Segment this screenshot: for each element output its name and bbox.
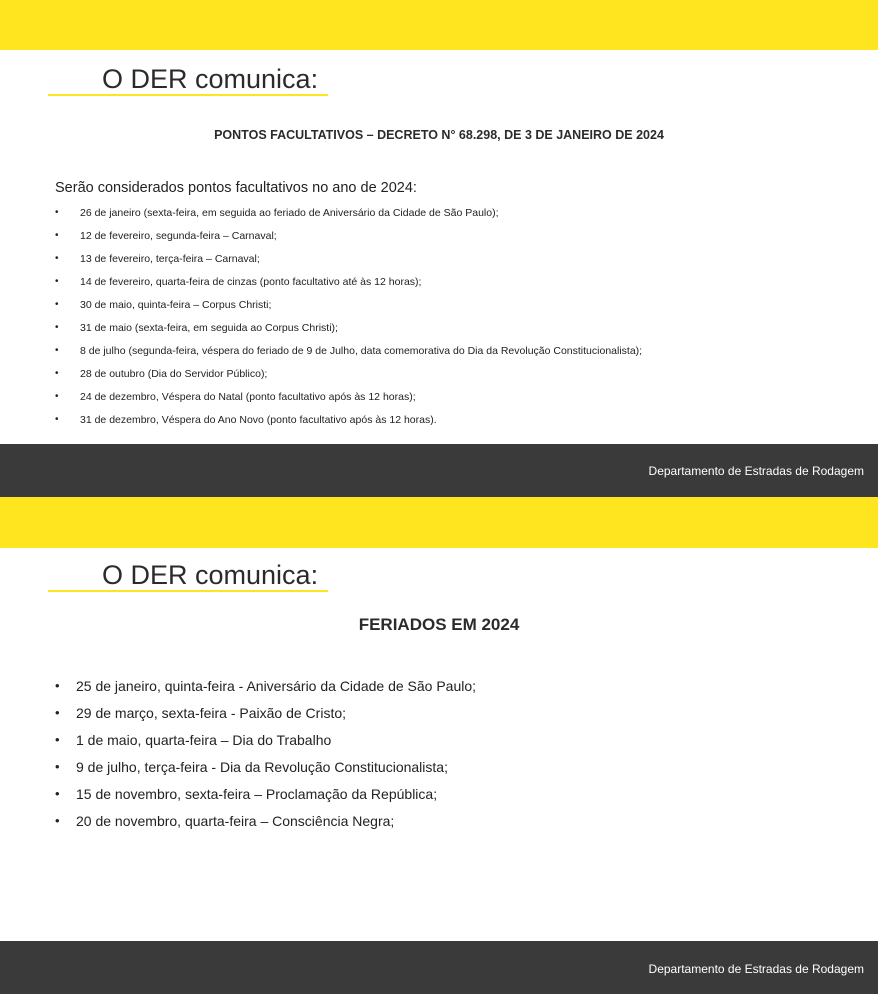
slide-title: O DER comunica: [102, 560, 319, 590]
list-item [55, 730, 855, 757]
list-item-text: 1 de maio, quarta-feira – Dia do Trabalho [76, 732, 332, 748]
bullet-icon: • [55, 786, 60, 801]
slide-feriados [0, 497, 878, 994]
list-item-text: 28 de outubro (Dia do Servidor Público); [80, 368, 268, 380]
footer-text: Departamento de Estradas de Rodagem [648, 962, 864, 976]
feriados-list [55, 676, 855, 838]
intro-text: Serão considerados pontos facultativos no ano de 2024: [55, 180, 417, 196]
list-item [55, 757, 855, 784]
footer-text: Departamento de Estradas de Rodagem [648, 464, 864, 478]
bullet-icon: • [55, 299, 59, 310]
bullet-icon: • [55, 732, 60, 747]
title-underline [48, 94, 328, 96]
list-item [55, 703, 855, 730]
list-item [55, 676, 855, 703]
list-item [55, 811, 855, 838]
bullet-icon: • [55, 705, 60, 720]
bullet-icon: • [55, 414, 59, 425]
list-item-text: 8 de julho (segunda-feira, véspera do feriado de 9 de Julho, data comemorativa do Dia da Revolução Constitucionalista); [80, 345, 643, 357]
list-item-text: 15 de novembro, sexta-feira – Proclamação da República; [76, 786, 438, 802]
bullet-icon: • [55, 368, 59, 379]
header-band [0, 0, 878, 50]
list-item-text: 12 de fevereiro, segunda-feira – Carnaval; [80, 230, 277, 242]
list-item-text: 29 de março, sexta-feira - Paixão de Cristo; [76, 705, 347, 721]
bullet-icon: • [55, 230, 59, 241]
title-block [48, 558, 328, 594]
bullet-icon: • [55, 345, 59, 356]
list-item-text: 14 de fevereiro, quarta-feira de cinzas (ponto facultativo até às 12 horas); [80, 276, 422, 288]
bullet-icon: • [55, 276, 59, 287]
list-item [55, 784, 855, 811]
list-item-text: 31 de maio (sexta-feira, em seguida ao Corpus Christi); [80, 322, 338, 334]
list-item-text: 20 de novembro, quarta-feira – Consciência Negra; [76, 813, 395, 829]
bullet-icon: • [55, 253, 59, 264]
slide-title: O DER comunica: [102, 64, 319, 94]
list-item [55, 297, 855, 320]
bullet-icon: • [55, 759, 60, 774]
footer-bar [0, 444, 878, 497]
list-item [55, 366, 855, 389]
bullet-icon: • [55, 207, 59, 218]
list-item [55, 412, 855, 435]
list-item-text: 26 de janeiro (sexta-feira, em seguida ao feriado de Aniversário da Cidade de São Paulo); [80, 207, 499, 219]
list-item [55, 251, 855, 274]
list-item-text: 13 de fevereiro, terça-feira – Carnaval; [80, 253, 260, 265]
bullet-icon: • [55, 391, 59, 402]
list-item-text: 24 de dezembro, Véspera do Natal (ponto facultativo após às 12 horas); [80, 391, 416, 403]
list-item-text: 31 de dezembro, Véspera do Ano Novo (ponto facultativo após às 12 horas). [80, 414, 437, 426]
bullet-icon: • [55, 678, 60, 693]
list-item [55, 389, 855, 412]
list-item-text: 9 de julho, terça-feira - Dia da Revolução Constitucionalista; [76, 759, 448, 775]
title-underline [48, 590, 328, 592]
title-block [48, 62, 328, 98]
section-heading: PONTOS FACULTATIVOS – DECRETO N° 68.298, DE 3 DE JANEIRO DE 2024 [214, 128, 664, 142]
footer-bar [0, 941, 878, 994]
list-item [55, 205, 855, 228]
pontos-list [55, 205, 855, 435]
list-item [55, 343, 855, 366]
list-item [55, 274, 855, 297]
list-item-text: 30 de maio, quinta-feira – Corpus Christi; [80, 299, 272, 311]
list-item-text: 25 de janeiro, quinta-feira - Aniversário da Cidade de São Paulo; [76, 678, 477, 694]
header-band [0, 497, 878, 548]
list-item [55, 228, 855, 251]
bullet-icon: • [55, 322, 59, 333]
list-item [55, 320, 855, 343]
section-heading: FERIADOS EM 2024 [358, 615, 520, 634]
bullet-icon: • [55, 813, 60, 828]
